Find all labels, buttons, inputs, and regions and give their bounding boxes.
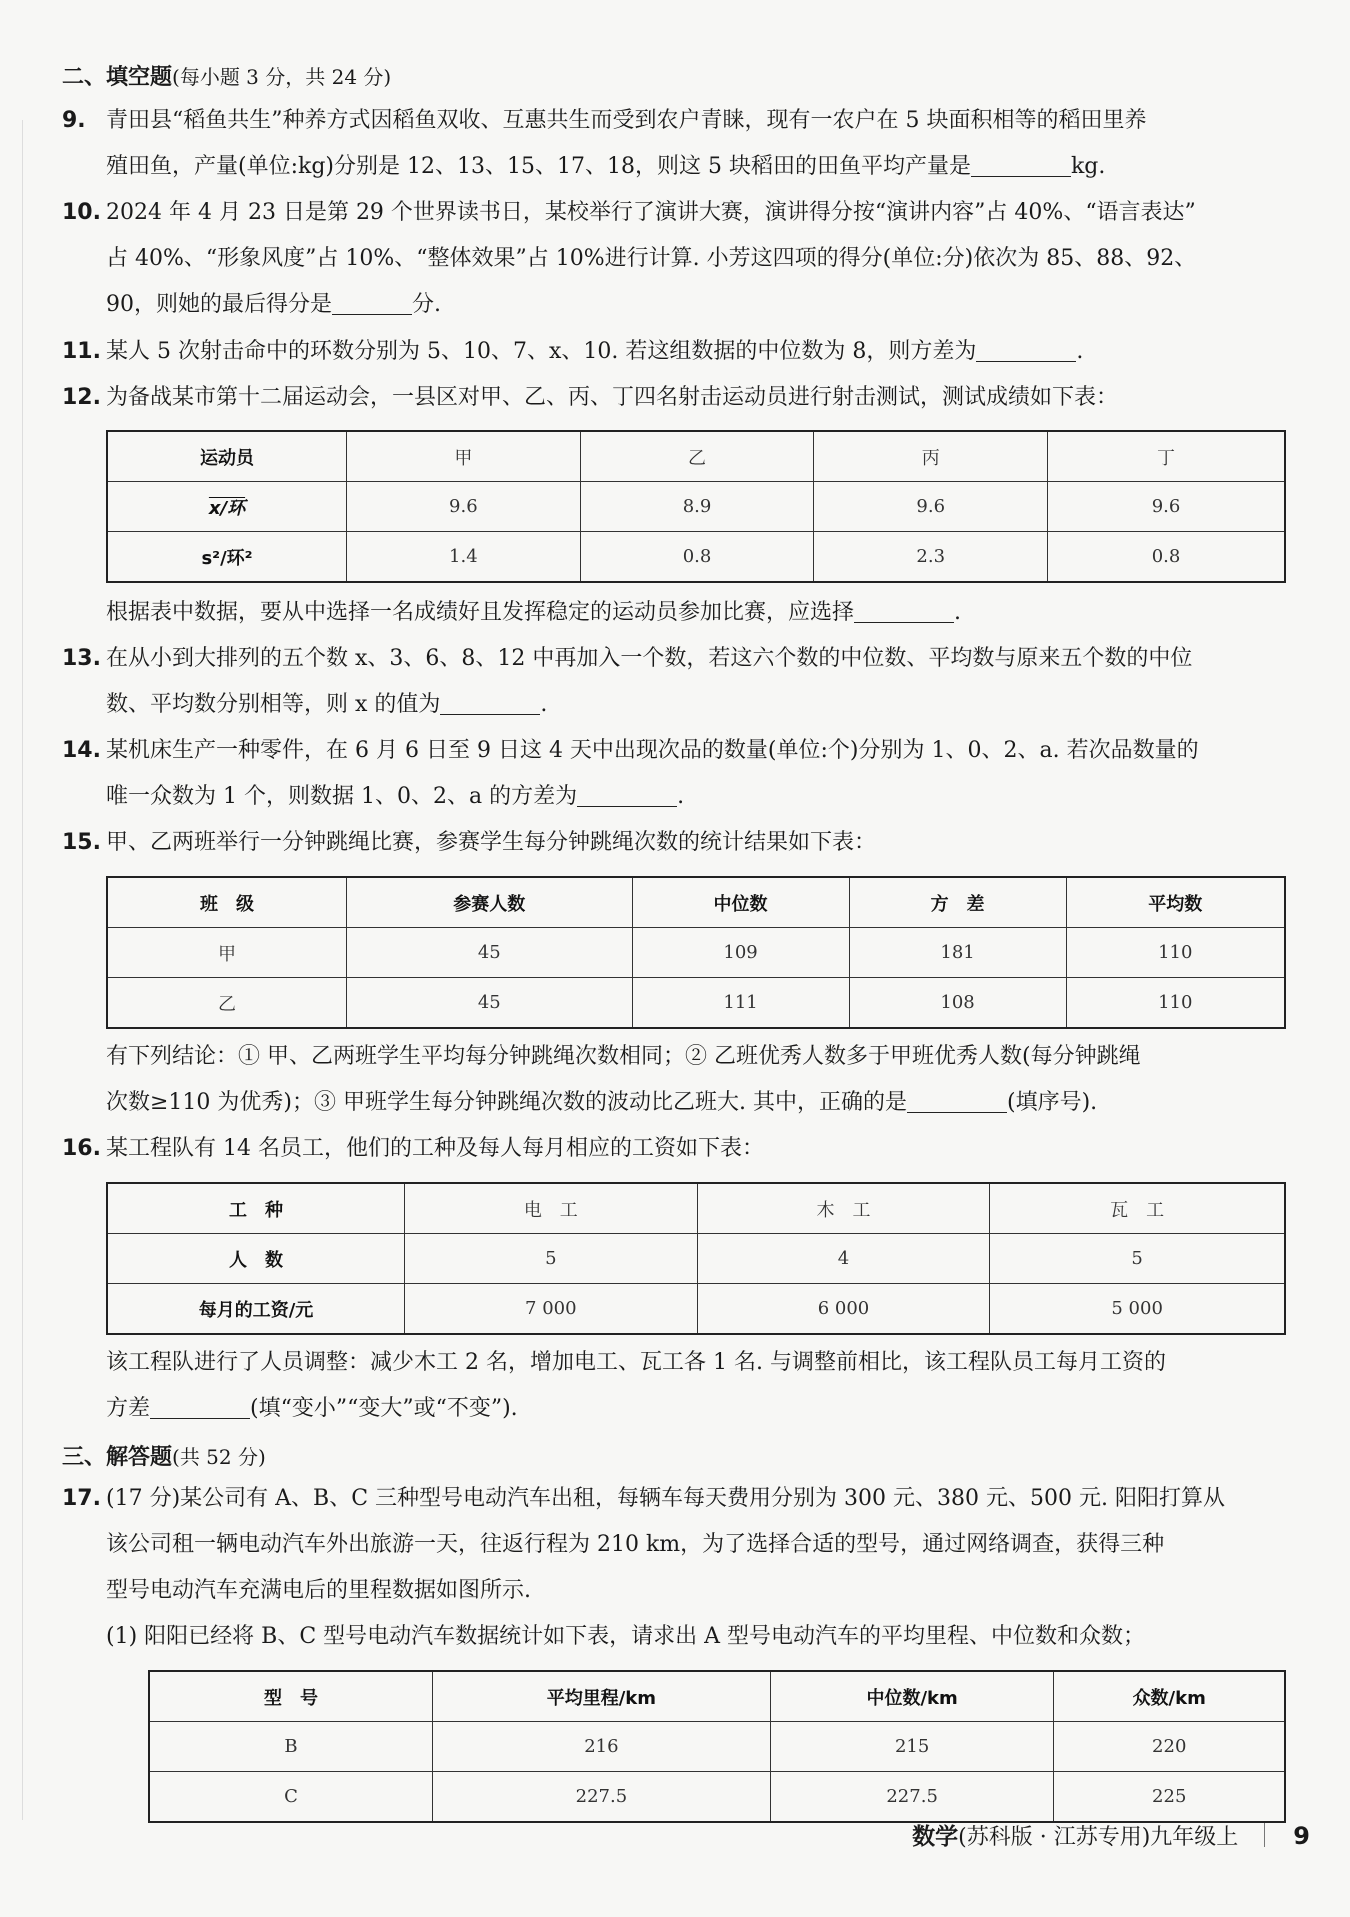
table-header: 运动员 (107, 431, 347, 482)
table-cell: 220 (1054, 1722, 1285, 1772)
table-cell: 109 (632, 928, 849, 978)
question-number: 11. (62, 339, 101, 364)
table-header: 众数/km (1054, 1671, 1285, 1722)
question-number: 16. (62, 1136, 101, 1161)
table-cell: 216 (433, 1722, 771, 1772)
table-header: 乙 (580, 431, 814, 482)
answer-blank[interactable] (854, 600, 954, 623)
table-cell: 5 (405, 1234, 698, 1284)
table-cell: C (149, 1772, 433, 1823)
question-13 (62, 636, 1287, 728)
question-text-line: 型号电动汽车充满电后的里程数据如图所示. (106, 1578, 531, 1603)
question-text-line: 90，则她的最后得分是 分. (106, 292, 441, 317)
question-number: 13. (62, 646, 101, 671)
answer-blank[interactable] (976, 339, 1076, 362)
answer-blank[interactable] (907, 1090, 1007, 1113)
table-cell: 2.3 (814, 532, 1048, 583)
question-text-line: 数、平均数分别相等，则 x 的值为 . (106, 692, 548, 717)
table-header: 丙 (814, 431, 1048, 482)
table-header: 工 种 (107, 1183, 405, 1234)
question-12-prompt: 根据表中数据，要从中选择一名成绩好且发挥稳定的运动员参加比赛，应选择 . (106, 600, 962, 625)
footer-subject: 数学 (912, 1824, 959, 1850)
jump-rope-table (106, 876, 1286, 1029)
question-text-line: 某工程队有 14 名员工，他们的工种及每人每月相应的工资如下表： (106, 1136, 764, 1161)
table-cell: 9.6 (347, 482, 581, 532)
section-fill-blank-heading (62, 60, 391, 91)
table-header: 班 级 (107, 877, 347, 928)
question-12 (62, 375, 1287, 421)
table-header: 型 号 (149, 1671, 433, 1722)
table-cell: 8.9 (580, 482, 814, 532)
question-text-line: 在从小到大排列的五个数 x、3、6、8、12 中再加入一个数，若这六个数的中位数、平均数与原来五个数的中位 (106, 646, 1193, 671)
footer-divider (1264, 1823, 1265, 1847)
table-cell: 108 (849, 978, 1066, 1029)
answer-blank[interactable] (440, 692, 540, 715)
table-cell: 45 (347, 978, 633, 1029)
answer-blank[interactable] (150, 1396, 250, 1419)
ev-mileage-table (148, 1670, 1286, 1823)
question-15-conclusions: 有下列结论：① 甲、乙两班学生平均每分钟跳绳次数相同；② 乙班优秀人数多于甲班优秀人数(每分钟跳绳 次数≥110 为优秀)；③ 甲班学生每分钟跳绳次数的波动比乙班大. 其中，正确的是 (填序号). (106, 1044, 1141, 1115)
table-cell: 110 (1066, 978, 1285, 1029)
question-11 (62, 329, 1287, 375)
question-16-prompt: 该工程队进行了人员调整：减少木工 2 名，增加电工、瓦工各 1 名. 与调整前相比，该工程队员工每月工资的 方差 (填“变小”“变大”或“不变”). (106, 1350, 1166, 1421)
question-text-line: 占 40%、“形象风度”占 10%、“整体效果”占 10%进行计算. 小芳这四项的得分(单位:分)依次为 85、88、92、 (106, 246, 1197, 271)
table-cell: 瓦 工 (990, 1183, 1285, 1234)
table-cell: 5 000 (990, 1284, 1285, 1335)
question-number: 14. (62, 738, 101, 763)
page-footer (912, 1818, 1310, 1851)
table-cell: 227.5 (433, 1772, 771, 1823)
table-cell: 9.6 (814, 482, 1048, 532)
answer-blank[interactable] (971, 154, 1071, 177)
page-number: 9 (1293, 1822, 1310, 1850)
table-header: 人 数 (107, 1234, 405, 1284)
table-cell: 9.6 (1048, 482, 1285, 532)
table-cell: 0.8 (580, 532, 814, 583)
question-subpart: (1) 阳阳已经将 B、C 型号电动汽车数据统计如下表，请求出 A 型号电动汽车的平均里程、中位数和众数； (106, 1624, 1146, 1649)
shooter-score-table (106, 430, 1286, 583)
question-number: 17. (62, 1486, 101, 1511)
table-header: 中位数 (632, 877, 849, 928)
question-17 (62, 1476, 1287, 1660)
table-cell: 1.4 (347, 532, 581, 583)
table-cell: 4 (697, 1234, 990, 1284)
margin-line (22, 120, 23, 1820)
question-9 (62, 98, 1287, 190)
answer-blank[interactable] (577, 784, 677, 807)
table-header: 甲 (347, 431, 581, 482)
question-text-line: 该公司租一辆电动汽车外出旅游一天，往返行程为 210 km，为了选择合适的型号，通过网络调查，获得三种 (106, 1532, 1165, 1557)
question-text-line: 某人 5 次射击命中的环数分别为 5、10、7、x、10. 若这组数据的中位数为 8，则方差为 . (106, 339, 1084, 364)
row-label-mean: x/环 (107, 482, 347, 532)
section-note: (每小题 3 分，共 24 分) (172, 65, 392, 89)
table-header: 每月的工资/元 (107, 1284, 405, 1335)
table-cell: 225 (1054, 1772, 1285, 1823)
table-cell: 111 (632, 978, 849, 1029)
table-header: 参赛人数 (347, 877, 633, 928)
question-text-line: 殖田鱼，产量(单位:kg)分别是 12、13、15、17、18，则这 5 块稻田的田鱼平均产量是 kg. (106, 154, 1106, 179)
table-header: 方 差 (849, 877, 1066, 928)
section-title: 三、解答题 (62, 1445, 173, 1470)
table-cell: 木 工 (697, 1183, 990, 1234)
question-number: 15. (62, 830, 101, 855)
section-title: 二、填空题 (62, 65, 173, 90)
table-cell: B (149, 1722, 433, 1772)
question-number: 9. (62, 108, 86, 133)
question-text-line: 青田县“稻鱼共生”种养方式因稻鱼双收、互惠共生而受到农户青睐，现有一农户在 5 块面积相等的稻田里养 (106, 108, 1147, 133)
table-cell: 甲 (107, 928, 347, 978)
footer-edition: (苏科版 · 江苏专用)九年级上 (958, 1825, 1239, 1850)
row-label-variance: s²/环² (107, 532, 347, 583)
table-cell: 6 000 (697, 1284, 990, 1335)
table-cell: 7 000 (405, 1284, 698, 1335)
question-text-line: (17 分)某公司有 A、B、C 三种型号电动汽车出租，每辆车每天费用分别为 300 元、380 元、500 元. 阳阳打算从 (106, 1486, 1225, 1511)
question-number: 12. (62, 385, 101, 410)
section-note: (共 52 分) (172, 1445, 266, 1469)
table-cell: 乙 (107, 978, 347, 1029)
question-text-line: 甲、乙两班举行一分钟跳绳比赛，参赛学生每分钟跳绳次数的统计结果如下表： (106, 830, 877, 855)
question-15 (62, 820, 1287, 866)
question-text-line: 2024 年 4 月 23 日是第 29 个世界读书日，某校举行了演讲大赛，演讲得分按“演讲内容”占 40%、“语言表达” (106, 200, 1196, 225)
question-10 (62, 190, 1287, 328)
table-header: 平均里程/km (433, 1671, 771, 1722)
question-text-line: 某机床生产一种零件，在 6 月 6 日至 9 日这 4 天中出现次品的数量(单位:个)分别为 1、0、2、a. 若次品数量的 (106, 738, 1199, 763)
question-text-line: 为备战某市第十二届运动会，一县区对甲、乙、丙、丁四名射击运动员进行射击测试，测试成绩如下表： (106, 385, 1119, 410)
table-cell: 110 (1066, 928, 1285, 978)
section-solve-heading (62, 1440, 266, 1471)
table-header: 丁 (1048, 431, 1285, 482)
table-cell: 45 (347, 928, 633, 978)
question-number: 10. (62, 200, 101, 225)
table-cell: 5 (990, 1234, 1285, 1284)
question-16 (62, 1126, 1287, 1172)
question-14 (62, 728, 1287, 820)
table-cell: 215 (770, 1722, 1054, 1772)
question-text-line: 唯一众数为 1 个，则数据 1、0、2、a 的方差为 . (106, 784, 685, 809)
wage-table (106, 1182, 1286, 1335)
table-cell: 181 (849, 928, 1066, 978)
table-cell: 227.5 (770, 1772, 1054, 1823)
answer-blank[interactable] (332, 292, 412, 315)
table-cell: 0.8 (1048, 532, 1285, 583)
table-cell: 电 工 (405, 1183, 698, 1234)
table-header: 中位数/km (770, 1671, 1054, 1722)
table-header: 平均数 (1066, 877, 1285, 928)
